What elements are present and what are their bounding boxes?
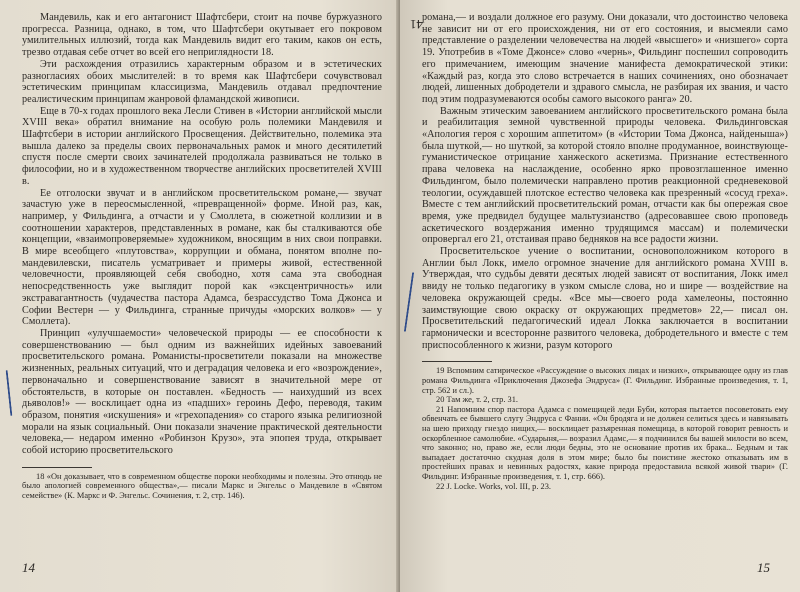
right-paragraph-2: Важным этическим завоеванием английского просветительского романа была и реабилитация земной чувственной природы человека. Фильдинговская «Апология героя с хорошим аппетитом» (в «Истории Тома Джонса, найденыша») была шуткой,— но шуткой, за которой стояло вполне продуманное, воинствующе-гуманистическое отрицание ханжеского аскетизма. Признание естественного права человека на наслаждение, особенно ярко провозглашенное именно Фильдингом, было полемически направлено против реакционной средневековой теологии, осуждавшей плотское естество человека как презренный «сосуд греха». Вместе с тем английский просветительский роман, отчасти как бы опережая свое время, уже предвидел будущее мальтузианство (адресовавшее свою проповедь аскетического воздержания именно трудящимся массам) и полемически опровергал его 21, отстаивая право бедняков на все радости жизни.	[422, 105, 788, 246]
footnote-19: 19 Вспомним сатирическое «Рассуждение о высоких лицах и низких», открывающее одну из глав романа Фильдинга «Приключения Джозефа Эндруса» (Г. Фильдинг. Избранные произведения, т. 1, стр. 562 и сл.).	[422, 366, 788, 395]
right-paragraph-3: Просветительское учение о воспитании, основоположником которого в Англии был Локк, имело огромное значение для английского романа XVIII в. Утверждая, что судьбы девяти десятых людей зависят от воспитания, Локк имел ввиду не только педагогику в узком смысле слова, но и шире — воздействие на человека окружающей среды. «Все мы—своего рода хамелеоны, постоянно заимствующие свою окраску от окружающих предметов» 22,— писал он. Просветительский педагогический идеал Локка заключается в воспитании гармонически и всесторонне развитого человека, добродетельного и вместе с тем приспособленного к жизни, разум которого	[422, 246, 788, 351]
page-number-right: 15	[757, 560, 770, 575]
page-number-left: 14	[22, 560, 35, 575]
footnote-divider	[22, 467, 92, 468]
running-mark: 41	[410, 17, 423, 32]
footnote-21: 21 Напомним спор пастора Адамса с помещицей леди Буби, которая пытается посоветовать ему обвенчать ее бывшего слугу Эндруса с Фанни. «Он бродяга и не должен селиться здесь и навязывать на шею приходу гнездо нищих,— восклицает разъяренная помещица, в которой говорит ревность и оскорбленное самолюбие. «Сударыня,— возразил Адамс,— я подчинился бы вашей милости во всем, что законно; но, право же, если люди бедны, это не основание против их брака... Бедным и так выпадает достаточно скудная доля в этом мире; было бы поистине жестоко отказывать им в простейших правах и невинных радостях, какие природа предоставила всякой живой твари» (Г. Фильдинг. Избранные произведения, т. 1, стр. 666).	[422, 404, 788, 481]
footnote-18: 18 «Он доказывает, что в современном обществе пороки необходимы и полезны. Это отнюдь не было апологией современного общества»,— писали Маркс и Энгельс о Мандевиле в «Святом семействе» (К. Маркс и Ф. Энгельс. Сочинения, т. 2, стр. 146).	[22, 471, 382, 500]
pen-margin-mark	[404, 272, 414, 332]
footnote-20: 20 Там же, т. 2, стр. 31.	[436, 395, 518, 405]
left-paragraph-5: Принцип «улучшаемости» человеческой природы — ее способности к совершенствованию — был одним из важнейших идейных завоеваний просветительского романа. Романисты-просветители показали на множестве жизненных, реальных ситуаций, что и деградация человека и его «возрождение», первоначально и совершенствование зависят в значительной мере от обстоятельств, в которые он поставлен. «Бедность — наихудший из всех дьяволов!» — восклицает одна из «падших» героинь Дефо, переводя, таким образом, понятия «искушения» и «грехопадения» со старого языка религиозной морали на язык социальный. Они показали значение практической деятельности человека,— недаром именно «Робинзон Крузо», эта эпопея труда, открывает собой историю просветительского	[22, 327, 382, 457]
left-paragraph-3: Еще в 70-х годах прошлого века Лесли Стивен в «Истории английской мысли XVIII века» обратил внимание на особую роль полемики Мандевиля и Шафтсбери в истории английского Просвещения. Действительно, полемика эта вышла далеко за пределы своих первоначальных рамок и много десятилетий спустя после смерти своих зачинателей продолжала развиваться не только в философии, но и в художественном творчестве английских просветителей XVIII в.	[22, 105, 382, 187]
footnote-22: 22 J. Locke. Works, vol. III, p. 23.	[436, 481, 552, 491]
footnote-divider	[422, 361, 492, 362]
right-page	[400, 0, 800, 592]
left-paragraph-4: Ее отголоски звучат и в английском просветительском романе,— звучат зачастую уже в переосмысленной, «превращенной» форме. Иной раз, как, например, у Фильдинга, а отчасти и у Смоллета, в сюжетной коллизии и в соотношении характеров, представленных в романе, как бы сталкиваются обе концепции, «взаимопроверяемые» художником, вносящим в них свои поправки. В мире всеобщего «плутовства», коррупции и обмана, понятом вполне по-мандевилевски, писатель усматривает и примеры живой, естественной человечности, проявляющей себя свободно, хотя сама эта свободная непосредственность уже выглядит порой как «эксцентричность» или экстравагантность (чудачества пастора Адамса, безрассудство Тома Джонса и Софии Вестерн — у Фильдинга, странные причуды «морских волков» — у Смоллета).	[22, 187, 382, 328]
right-paragraph-1: романа,— и воздали должное его разуму. Они доказали, что достоинство человека не зависит ни от его происхождения, ни от его состояния, и высмеяли само представление о разделении человечества на людей «высшего» и «низшего» сорта 19. Употребив в «Томе Джонсе» слово «чернь», Фильдинг поспешил сопроводить его примечанием, имеющим значение манифеста демократической этики: «Каждый раз, когда это слово встречается в наших сочинениях, оно обозначает людей, лишенных добродетели и здравого смысла, не разбирая их звания, и часто под этим подразумеваются особы самого высокого ранга» 20.	[422, 12, 788, 105]
pen-margin-mark	[6, 370, 13, 416]
left-paragraph-2: Эти расхождения отразились характерным образом и в эстетических разногласиях обоих мыслителей: в то время как Шафтсбери сочувствовал эстетическим принципам классицизма, Мандевиль отдавал предпочтение реалистическим принципам жанровой фламандской живописи.	[22, 58, 382, 105]
left-paragraph-1: Мандевиль, как и его антагонист Шафтсбери, стоит на почве буржуазного прогресса. Разница, однако, в том, что Шафтсбери окутывает его покровом умилительных иллюзий, тогда как Мандевиль видит его таким, каков он есть, трезво отдавая себе отчет во всей его неприглядности 18.	[22, 12, 382, 59]
